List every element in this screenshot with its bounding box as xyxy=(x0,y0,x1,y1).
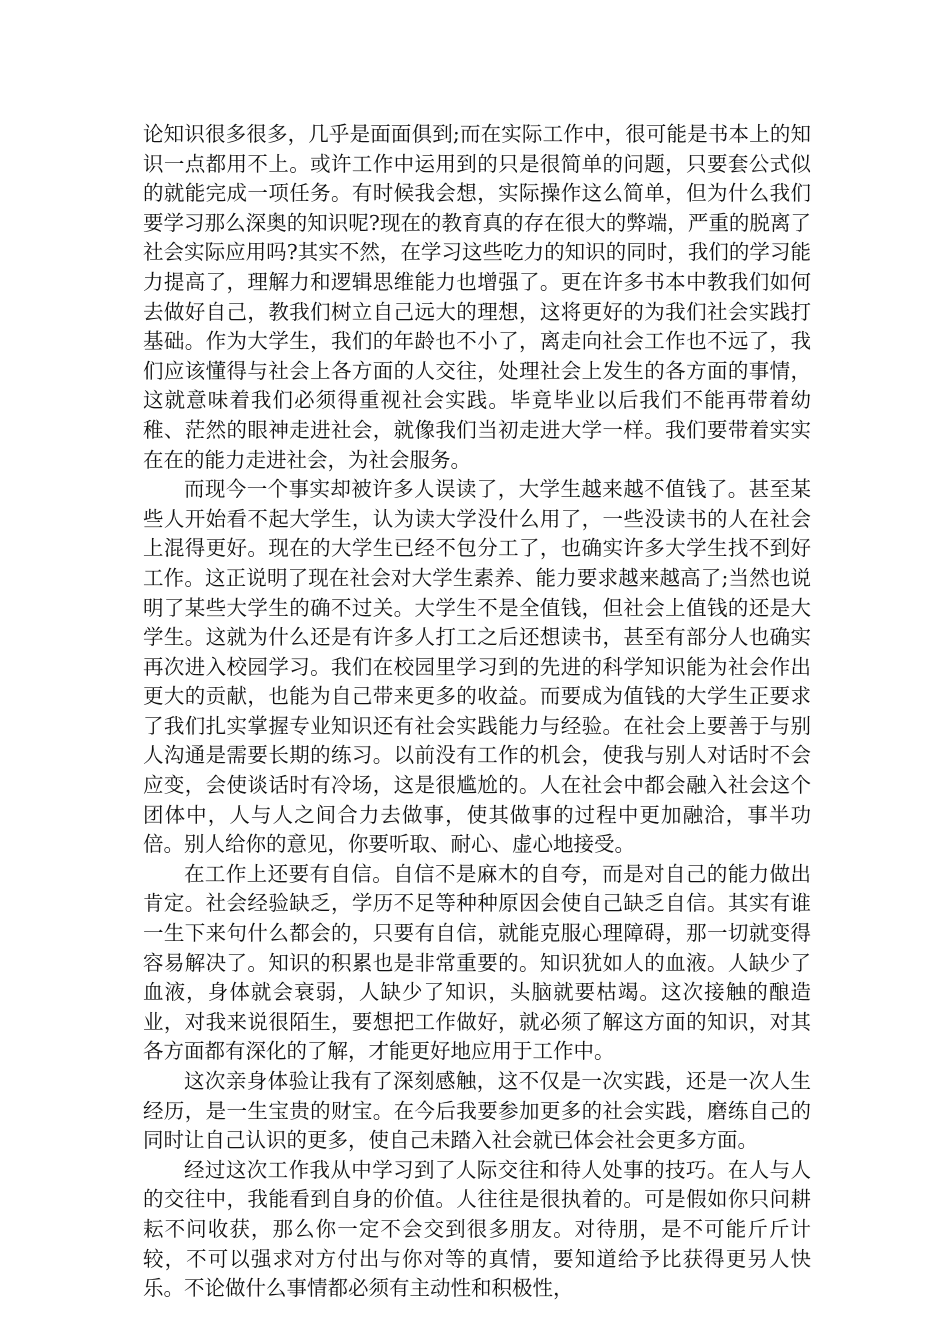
paragraph-1: 论知识很多很多，几乎是面面俱到;而在实际工作中，很可能是书本上的知识一点都用不上。或许工作中运用到的只是很简单的问题，只要套公式似的就能完成一项任务。有时候我会想，实际操作这么简单，但为什么我们要学习那么深奥的知识呢?现在的教育真的存在很大的弊端，严重的脱离了社会实际应用吗?其实不然，在学习这些吃力的知识的同时，我们的学习能力提高了，理解力和逻辑思维能力也增强了。更在许多书本中教我们如何去做好自己，教我们树立自己远大的理想，这将更好的为我们社会实践打基础。作为大学生，我们的年龄也不小了，离走向社会工作也不远了，我们应该懂得与社会上各方面的人交往，处理社会上发生的各方面的事情，这就意味着我们必须得重视社会实践。毕竟毕业以后我们不能再带着幼稚、茫然的眼神走进社会，就像我们当初走进大学一样。我们要带着实实在在的能力走进社会，为社会服务。 xyxy=(143,122,811,472)
paragraph-5: 经过这次工作我从中学习到了人际交往和待人处事的技巧。在人与人的交往中，我能看到自身的价值。人往往是很执着的。可是假如你只问耕耘不问收获，那么你一定不会交到很多朋友。对待朋，是不可能斤斤计较，不可以强求对方付出与你对等的真情，要知道给予比获得更另人快乐。不论做什么事情都必须有主动性和积极性， xyxy=(143,1157,811,1301)
paragraph-3: 在工作上还要有自信。自信不是麻木的自夸，而是对自己的能力做出肯定。社会经验缺乏，学历不足等种种原因会使自己缺乏自信。其实有谁一生下来句什么都会的，只要有自信，就能克服心理障碍，那一切就变得容易解决了。知识的积累也是非常重要的。知识犹如人的血液。人缺少了血液，身体就会衰弱，人缺少了知识，头脑就要枯竭。这次接触的酿造业，对我来说很陌生，要想把工作做好，就必须了解这方面的知识，对其各方面都有深化的了解，才能更好地应用于工作中。 xyxy=(143,861,811,1064)
document-body xyxy=(143,120,811,1304)
paragraph-4: 这次亲身体验让我有了深刻感触，这不仅是一次实践，还是一次人生经历，是一生宝贵的财宝。在今后我要参加更多的社会实践，磨练自己的同时让自己认识的更多，使自己未踏入社会就已体会社会更多方面。 xyxy=(143,1069,811,1153)
paragraph-2: 而现今一个事实却被许多人误读了，大学生越来越不值钱了。甚至某些人开始看不起大学生，认为读大学没什么用了，一些没读书的人在社会上混得更好。现在的大学生已经不包分工了，也确实许多大学生找不到好工作。这正说明了现在社会对大学生素养、能力要求越来越高了;当然也说明了某些大学生的确不过关。大学生不是全值钱，但社会上值钱的还是大学生。这就为什么还是有许多人打工之后还想读书，甚至有部分人也确实再次进入校园学习。我们在校园里学习到的先进的科学知识能为社会作出更大的贡献，也能为自己带来更多的收益。而要成为值钱的大学生正要求了我们扎实掌握专业知识还有社会实践能力与经验。在社会上要善于与别人沟通是需要长期的练习。以前没有工作的机会，使我与别人对话时不会应变，会使谈话时有冷场，这是很尴尬的。人在社会中都会融入社会这个团体中，人与人之间合力去做事，使其做事的过程中更加融洽，事半功倍。别人给你的意见，你要听取、耐心、虚心地接受。 xyxy=(143,477,811,857)
